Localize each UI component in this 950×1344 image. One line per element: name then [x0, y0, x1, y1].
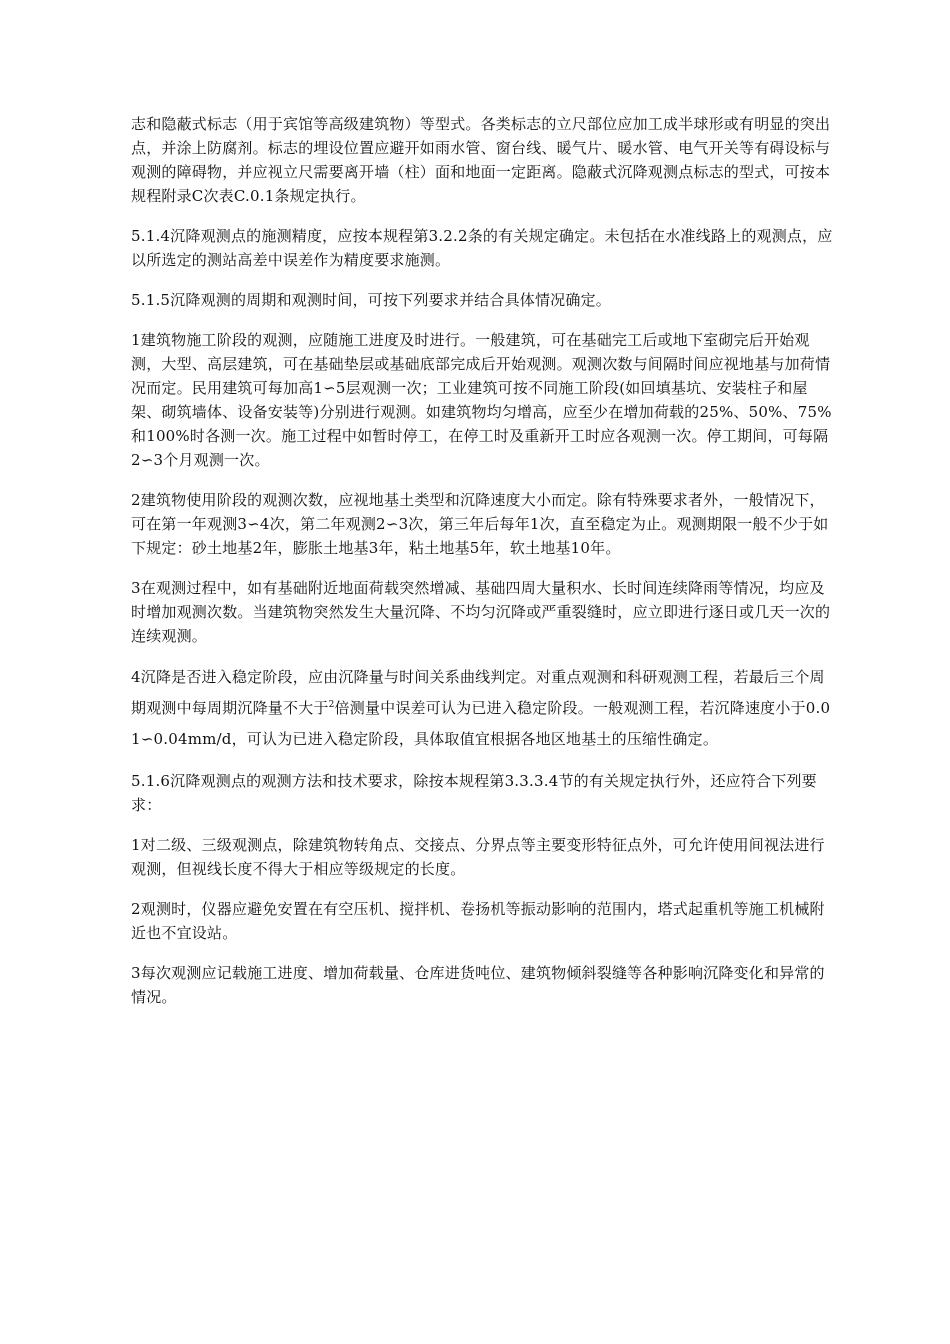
paragraph-instrument-placement: 2观测时，仪器应避免安置在有空压机、搅拌机、卷扬机等振动影响的范围内，塔式起重机等施工机械附近也不宜设站。 [131, 900, 825, 942]
paragraph-intermediate-sight: 1对二级、三级观测点，除建筑物转角点、交接点、分界点等主要变形特征点外，可允许使用间视法进行观测，但视线长度不得大于相应等级规定的长度。 [131, 836, 825, 878]
stability-text-after: 倍测量中误差可认为已进入稳定阶段。一般观测工程，若沉降速度小于0.01∽0.04mm/d，可认为已进入稳定阶段，具体取值宜根据各地区地基土的压缩性确定。 [131, 699, 831, 748]
paragraph-observation-process: 3在观测过程中，如有基础附近地面荷载突然增减、基础四周大量积水、长时间连续降雨等情况，均应及时增加观测次数。当建筑物突然发生大量沉降、不均匀沉降或严重裂缝时，应立即进行逐日或几天一次的连续观测。 [131, 579, 831, 645]
paragraph-marker-installation: 志和隐蔽式标志（用于宾馆等高级建筑物）等型式。各类标志的立尺部位应加工成半球形或有明显的突出点，并涂上防腐剂。标志的埋设位置应避开如雨水管、窗台线、暖气片、暖水管、电气开关等有碍设标与观测的障碍物，并应视立尺需要离开墙（柱）面和地面一定距离。隐蔽式沉降观测点标志的型式，可按本规程附录C次表C.0.1条规定执行。 [131, 115, 831, 205]
document-body [131, 112, 833, 1025]
stability-text-before: 4沉降是否进入稳定阶段，应由沉降量与时间关系曲线判定。对重点观测和科研观测工程，若最后三个周期观测中每周期沉降量不大于 [131, 668, 825, 717]
paragraph-5-1-4: 5.1.4沉降观测点的施测精度，应按本规程第3.2.2条的有关规定确定。未包括在水准线路上的观测点，应以所选定的测站高差中误差作为精度要求施测。 [131, 227, 833, 269]
paragraph-5-1-5: 5.1.5沉降观测的周期和观测时间，可按下列要求并结合具体情况确定。 [131, 291, 611, 309]
paragraph-recording: 3每次观测应记载施工进度、增加荷载量、仓库进货吨位、建筑物倾斜裂缝等各种影响沉降变化和异常的情况。 [131, 964, 825, 1006]
paragraph-usage-stage: 2建筑物使用阶段的观测次数，应视地基土类型和沉降速度大小而定。除有特殊要求者外，一般情况下，可在第一年观测3∽4次，第二年观测2∽3次，第三年后每年1次，直至稳定为止。观测期限一般不少于如下规定：砂土地基2年，膨胀土地基3年，粘土地基5年，软土地基10年。 [131, 491, 829, 557]
paragraph-stability-stage [131, 662, 833, 755]
paragraph-5-1-6: 5.1.6沉降观测点的观测方法和技术要求，除按本规程第3.3.3.4节的有关规定执行外，还应符合下列要求： [131, 772, 817, 814]
paragraph-construction-stage: 1建筑物施工阶段的观测，应随施工进度及时进行。一般建筑，可在基础完工后或地下室砌完后开始观测，大型、高层建筑，可在基础垫层或基础底部完成后开始观测。观测次数与间隔时间应视地基与加荷情况而定。民用建筑可每加高1∽5层观测一次；工业建筑可按不同施工阶段(如回填基坑、安装柱子和屋架、砌筑墙体、设备安装等)分别进行观测。如建筑物均匀增高，应至少在增加荷载的25%、50%、75%和100%时各测一次。施工过程中如暂时停工，在停工时及重新开工时应各观测一次。停工期间，可每隔2∽3个月观测一次。 [131, 331, 832, 469]
superscript-two: 2 [328, 700, 335, 710]
